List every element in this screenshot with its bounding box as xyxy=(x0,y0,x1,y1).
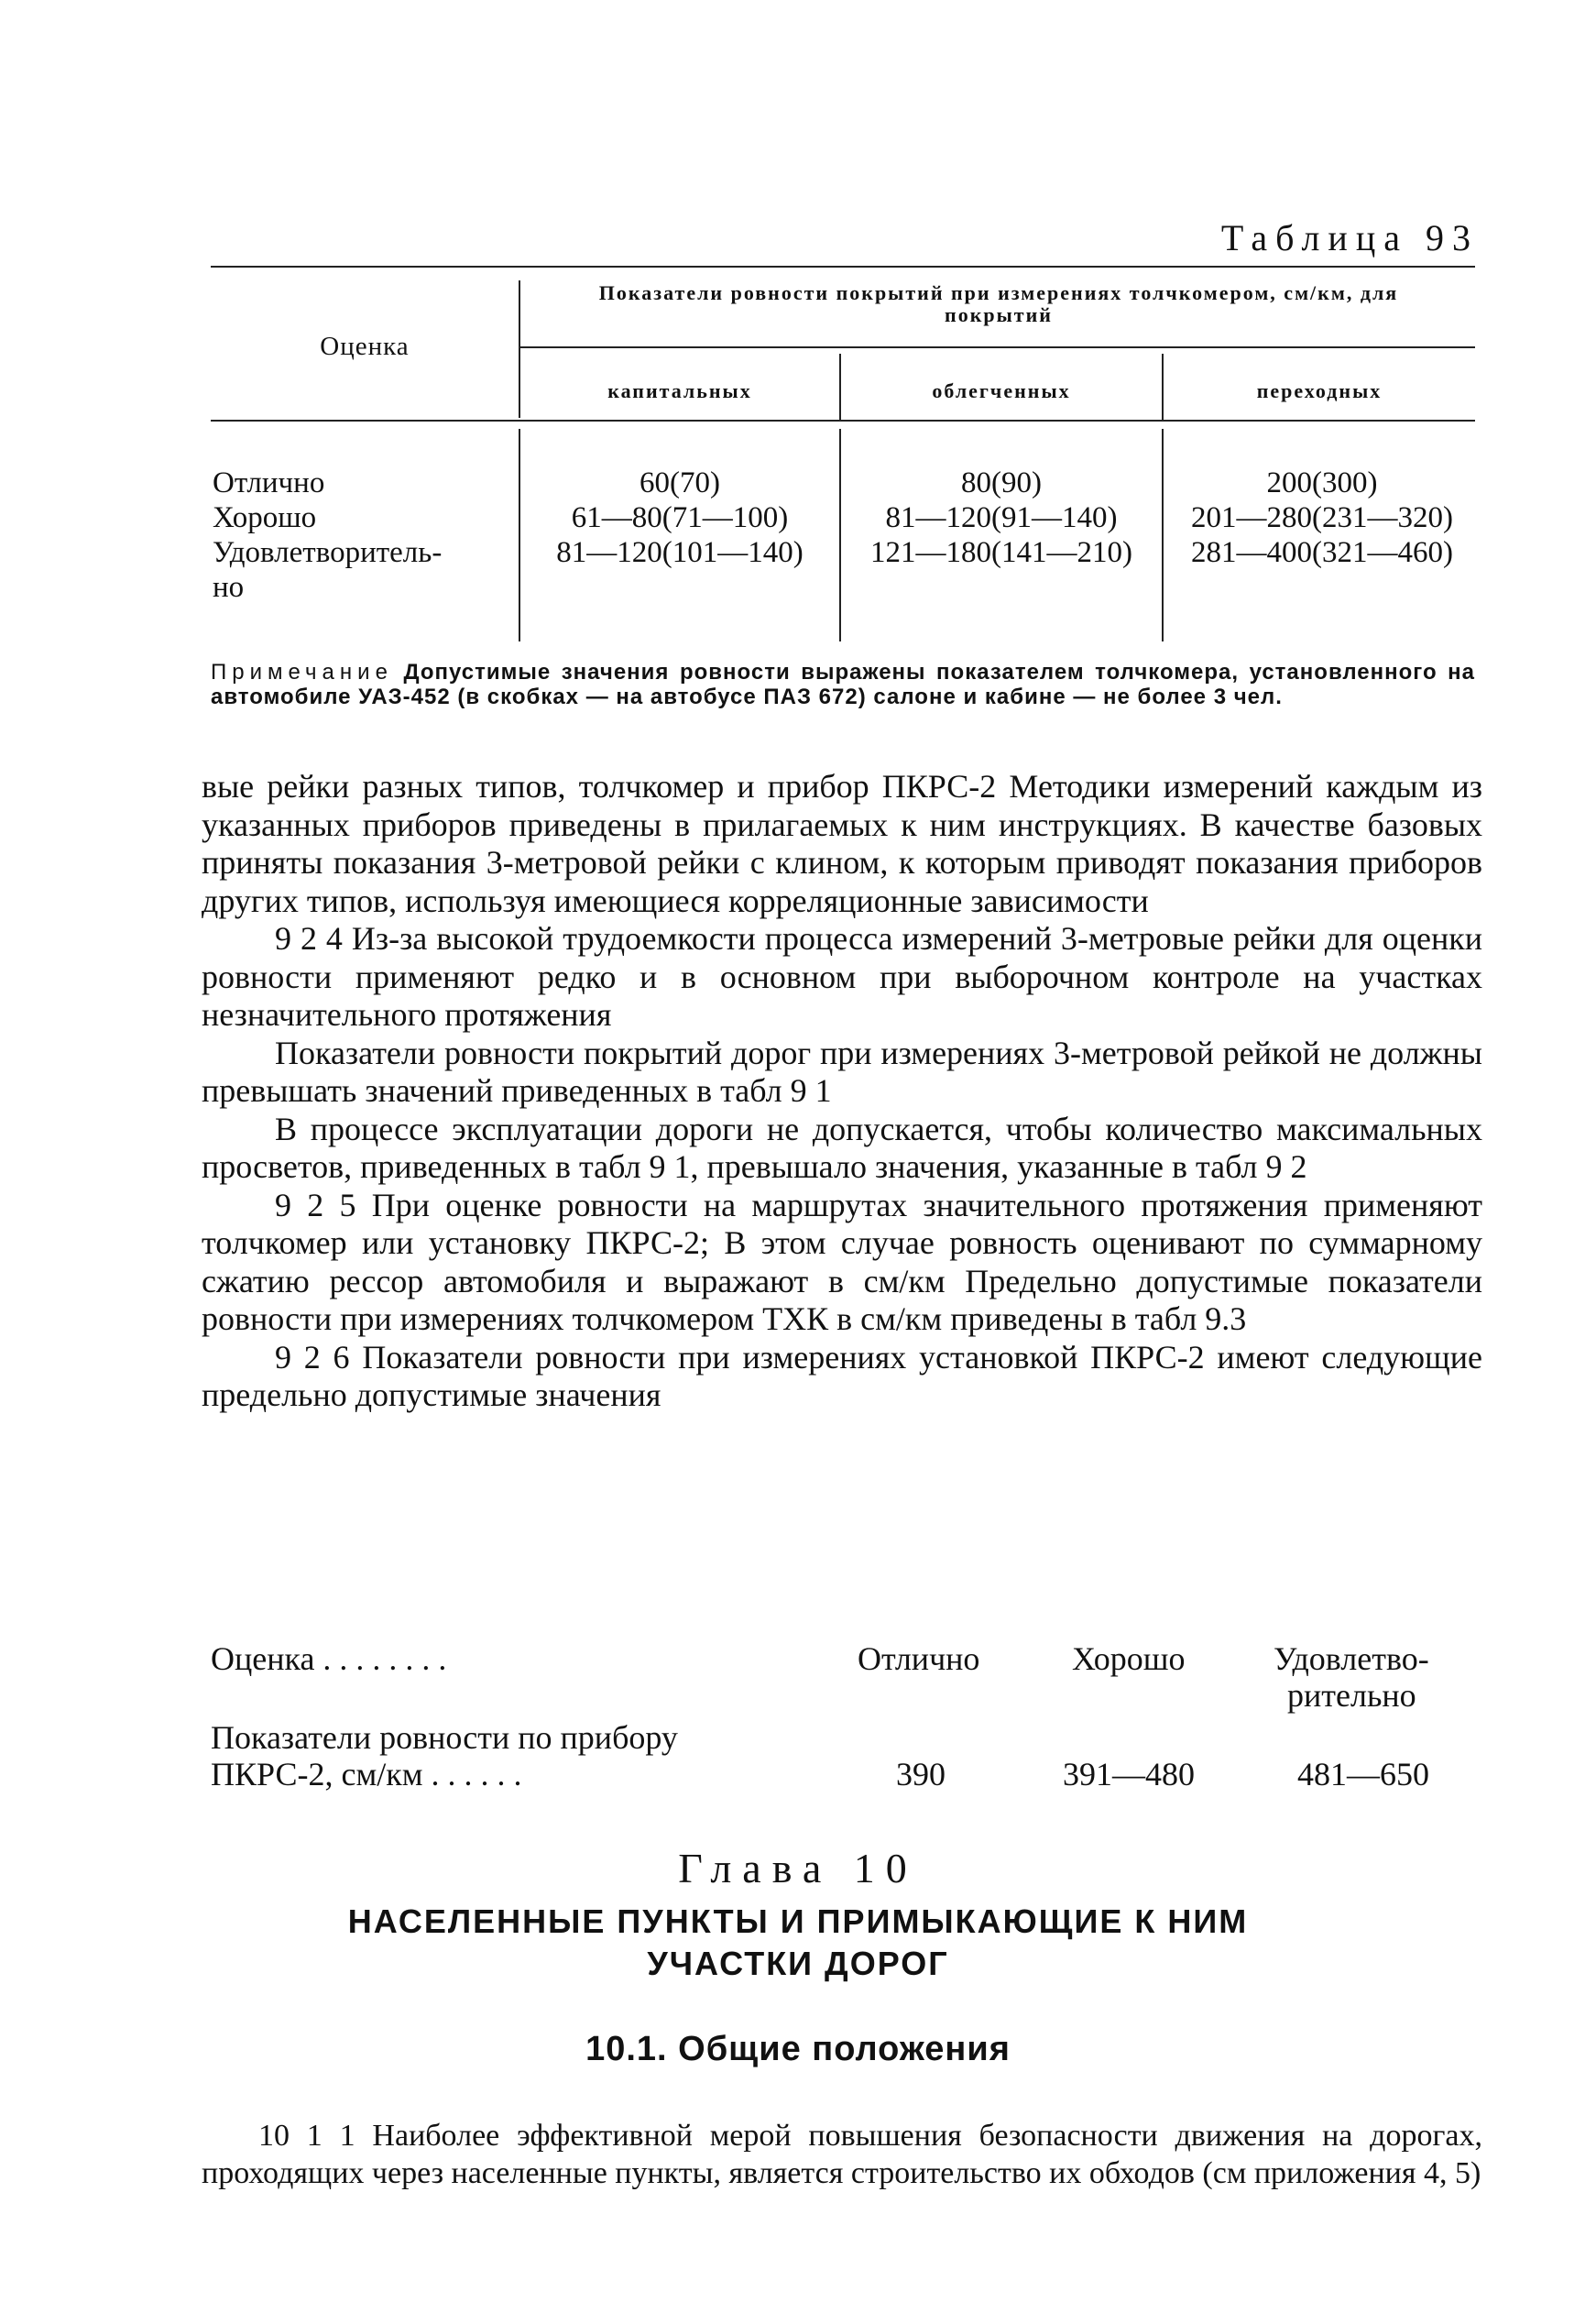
pkrs-grade-excellent: Отлично xyxy=(858,1640,980,1677)
chapter-title-line: НАСЕЛЕННЫЕ ПУНКТЫ И ПРИМЫКАЮЩИЕ К НИМ xyxy=(347,1902,1249,1940)
grade-cell: Удовлетворитель- xyxy=(213,536,443,569)
pkrs-value-excellent: 390 xyxy=(896,1756,946,1792)
value-cell: 81—120(101—140) xyxy=(556,536,803,569)
pkrs-values-label-cont: ПКРС-2, см/км . . . . . . xyxy=(211,1756,522,1792)
chapter-title xyxy=(0,1901,1596,1985)
value-cell: 81—120(91—140) xyxy=(885,501,1118,534)
evenness-table xyxy=(211,266,1475,643)
value-cell: 80(90) xyxy=(961,466,1042,499)
grade-cell: Хорошо xyxy=(213,501,317,534)
value-cell: 201—280(231—320) xyxy=(1191,501,1453,534)
paragraph: В процессе эксплуатации дороги не допускается, чтобы количество максимальных просветов, приведенных в табл 9 1, превышало значения, указанные в табл 9 2 xyxy=(202,1110,1482,1185)
header-main: Показатели ровности покрытий при измерениях толчкомером, см/км, для покрытий xyxy=(598,281,1399,326)
value-cell: 200(300) xyxy=(1266,466,1378,499)
note-lead: Примечание xyxy=(211,660,393,685)
value-cell: 281—400(321—460) xyxy=(1191,536,1453,569)
pkrs-value-satisfactory: 481—650 xyxy=(1297,1756,1429,1792)
table-top-rule xyxy=(211,266,1475,268)
grades-column xyxy=(213,466,442,605)
header-col-transitional: переходных xyxy=(1256,379,1383,402)
chapter-number: Глава 10 xyxy=(678,1845,918,1891)
grade-cell: но xyxy=(213,571,245,604)
table-header-subrule xyxy=(520,346,1475,348)
table-caption: Таблица 93 xyxy=(1220,217,1479,258)
header-grade: Оценка xyxy=(320,332,410,361)
paragraph: вые рейки разных типов, толчкомер и прибор ПКРС-2 Методики измерений каждым из указанных приборов приведены в прилагаемых к ним инструкциях. В качестве базовых приняты показания 3-метровой рейки с клином, к которым приводят показания приборов других типов, используя имеющиеся корреляционные зависимости xyxy=(202,768,1482,919)
light-column xyxy=(841,466,1162,570)
grade-cell: Отлично xyxy=(213,466,325,499)
value-cell: 60(70) xyxy=(639,466,720,499)
value-cell: 61—80(71—100) xyxy=(571,501,789,534)
paragraph: 10 1 1 Наиболее эффективной мерой повышения безопасности движения на дорогах, проходящих через населенные пункты, является строительство их обходов (см приложения 4, 5) xyxy=(202,2119,1482,2190)
note-text: Допустимые значения ровности выражены показателем толчкомера, установленного на автомобиле УАЗ-452 (в скобках — на автобусе ПАЗ 672) салоне и кабине — не более 3 чел. xyxy=(211,660,1476,709)
paragraph: 9 2 5 При оценке ровности на маршрутах значительного протяжения применяют толчкомер или установку ПКРС-2; В этом случае ровность оценивают по суммарному сжатию рессор автомобиля и выражают в см/км Предельно допустимые показатели ровности при измерениях толчкомером ТХК в см/км приведены в табл 9.3 xyxy=(202,1186,1482,1337)
body-text xyxy=(202,768,1482,1415)
paragraph: 9 2 6 Показатели ровности при измерениях установкой ПКРС-2 имеют следующие предельно допустимые значения xyxy=(202,1338,1482,1413)
pkrs-value-good: 391—480 xyxy=(1063,1756,1195,1792)
paragraph: 9 2 4 Из-за высокой трудоемкости процесса измерений 3-метровые рейки для оценки ровности применяют редко и в основном при выборочном контроле на участках незначительного протяжения xyxy=(202,920,1482,1033)
section-paragraph xyxy=(202,2117,1482,2192)
pkrs-grade-satisfactory-cont: рительно xyxy=(1287,1677,1416,1714)
chapter-title-line: УЧАСТКИ ДОРОГ xyxy=(647,1945,949,1982)
section-title: 10.1. Общие положения xyxy=(585,2030,1011,2068)
paragraph: Показатели ровности покрытий дорог при измерениях 3-метровой рейкой не должны превышать значений приведенных в табл 9 1 xyxy=(202,1034,1482,1109)
pkrs-grade-good: Хорошо xyxy=(1072,1640,1186,1677)
header-col-capital: капитальных xyxy=(607,379,752,402)
value-cell: 121—180(141—210) xyxy=(870,536,1132,569)
pkrs-grade-satisfactory: Удовлетво- xyxy=(1274,1640,1429,1677)
table-header-rule xyxy=(211,420,1475,422)
table-note xyxy=(211,660,1475,709)
pkrs-grade-label: Оценка . . . . . . . . xyxy=(211,1640,447,1677)
transitional-column xyxy=(1164,466,1481,570)
header-col-light: облегченных xyxy=(932,379,1071,402)
capital-column xyxy=(520,466,839,570)
pkrs-values-label: Показатели ровности по прибору xyxy=(211,1719,678,1756)
